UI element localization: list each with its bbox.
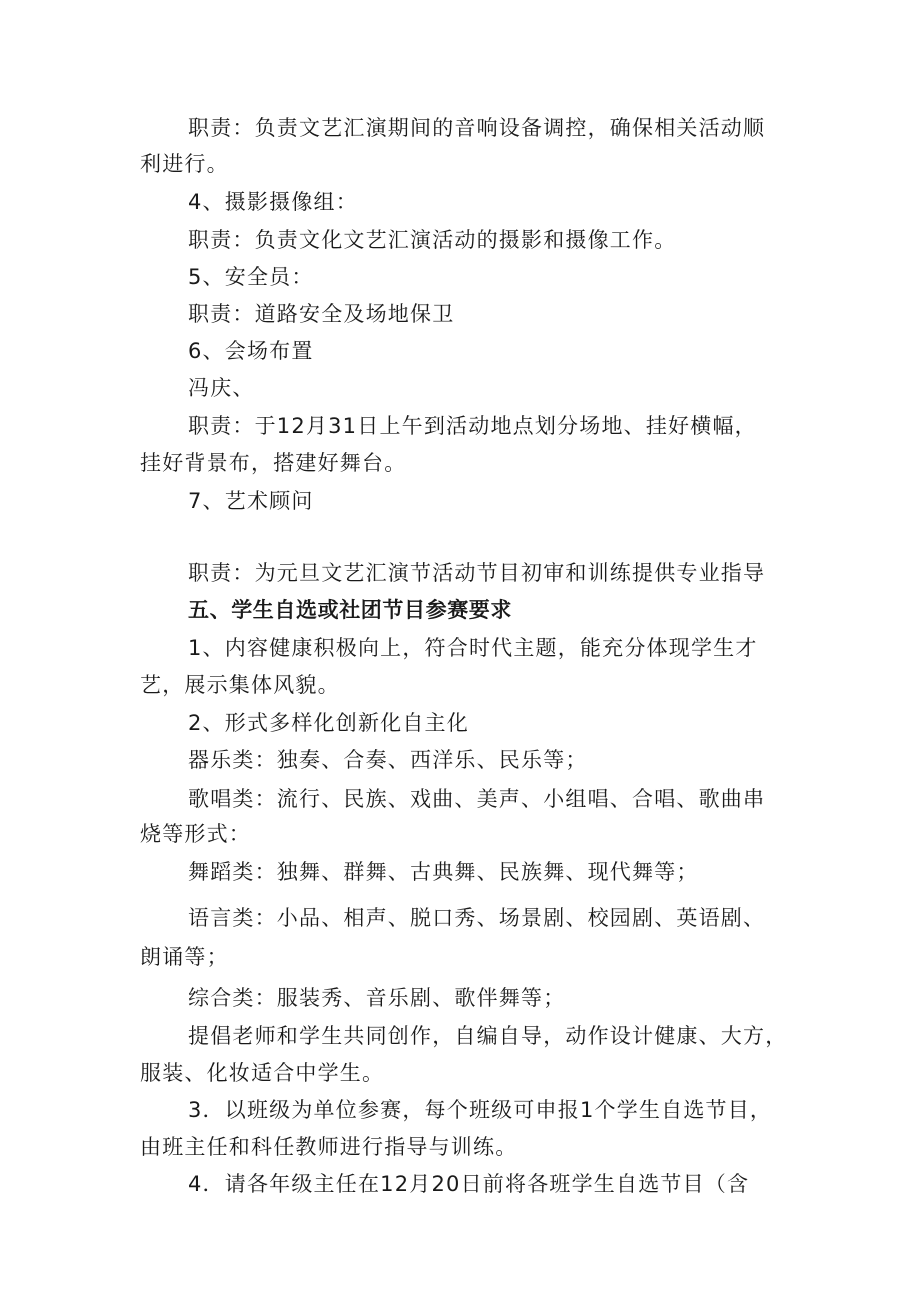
text-line: 职责：为元旦文艺汇演节活动节目初审和训练提供专业指导: [188, 561, 766, 585]
section-heading: 五、学生自选或社团节目参赛要求: [188, 598, 512, 622]
text-line: 提倡老师和学生共同创作，自编自导，动作设计健康、大方，: [188, 1024, 788, 1048]
text-line: 6、会场布置: [188, 339, 314, 363]
text-line: 职责：负责文艺汇演期间的音响设备调控，确保相关活动顺: [188, 116, 766, 140]
text-line: 歌唱类：流行、民族、戏曲、美声、小组唱、合唱、歌曲串: [188, 787, 766, 811]
text-line: 2、形式多样化创新化自主化: [188, 711, 469, 735]
text-line: 烧等形式：: [140, 822, 251, 846]
text-line: 器乐类：独奏、合奏、西洋乐、民乐等；: [188, 748, 588, 772]
text-line: 语言类：小品、相声、脱口秀、场景剧、校园剧、英语剧、: [188, 906, 766, 930]
text-line: 3．以班级为单位参赛，每个班级可申报1个学生自选节目，: [188, 1098, 773, 1122]
text-line: 冯庆、: [188, 376, 255, 400]
text-line: 7、艺术顾问: [188, 489, 314, 513]
text-line: 1、内容健康积极向上，符合时代主题，能充分体现学生才: [188, 636, 758, 660]
text-line: 5、安全员：: [188, 265, 314, 289]
text-line: 利进行。: [140, 152, 229, 176]
text-line: 由班主任和科任教师进行指导与训练。: [140, 1135, 518, 1159]
text-line: 朗诵等；: [140, 945, 229, 969]
text-line: 舞蹈类：独舞、群舞、古典舞、民族舞、现代舞等；: [188, 860, 699, 884]
text-line: 综合类：服装秀、音乐剧、歌伴舞等；: [188, 986, 566, 1010]
text-line: 职责：道路安全及场地保卫: [188, 302, 455, 326]
text-line: 艺，展示集体风貌。: [140, 673, 340, 697]
text-line: 服装、化妆适合中学生。: [140, 1061, 385, 1085]
text-line: 4、摄影摄像组：: [188, 190, 358, 214]
text-line: 挂好背景布，搭建好舞台。: [140, 451, 407, 475]
text-line: 职责：于12月31日上午到活动地点划分场地、挂好横幅，: [188, 414, 757, 438]
text-line: 职责：负责文化文艺汇演活动的摄影和摄像工作。: [188, 228, 677, 252]
text-line: 4．请各年级主任在12月20日前将各班学生自选节目（含: [188, 1172, 750, 1196]
